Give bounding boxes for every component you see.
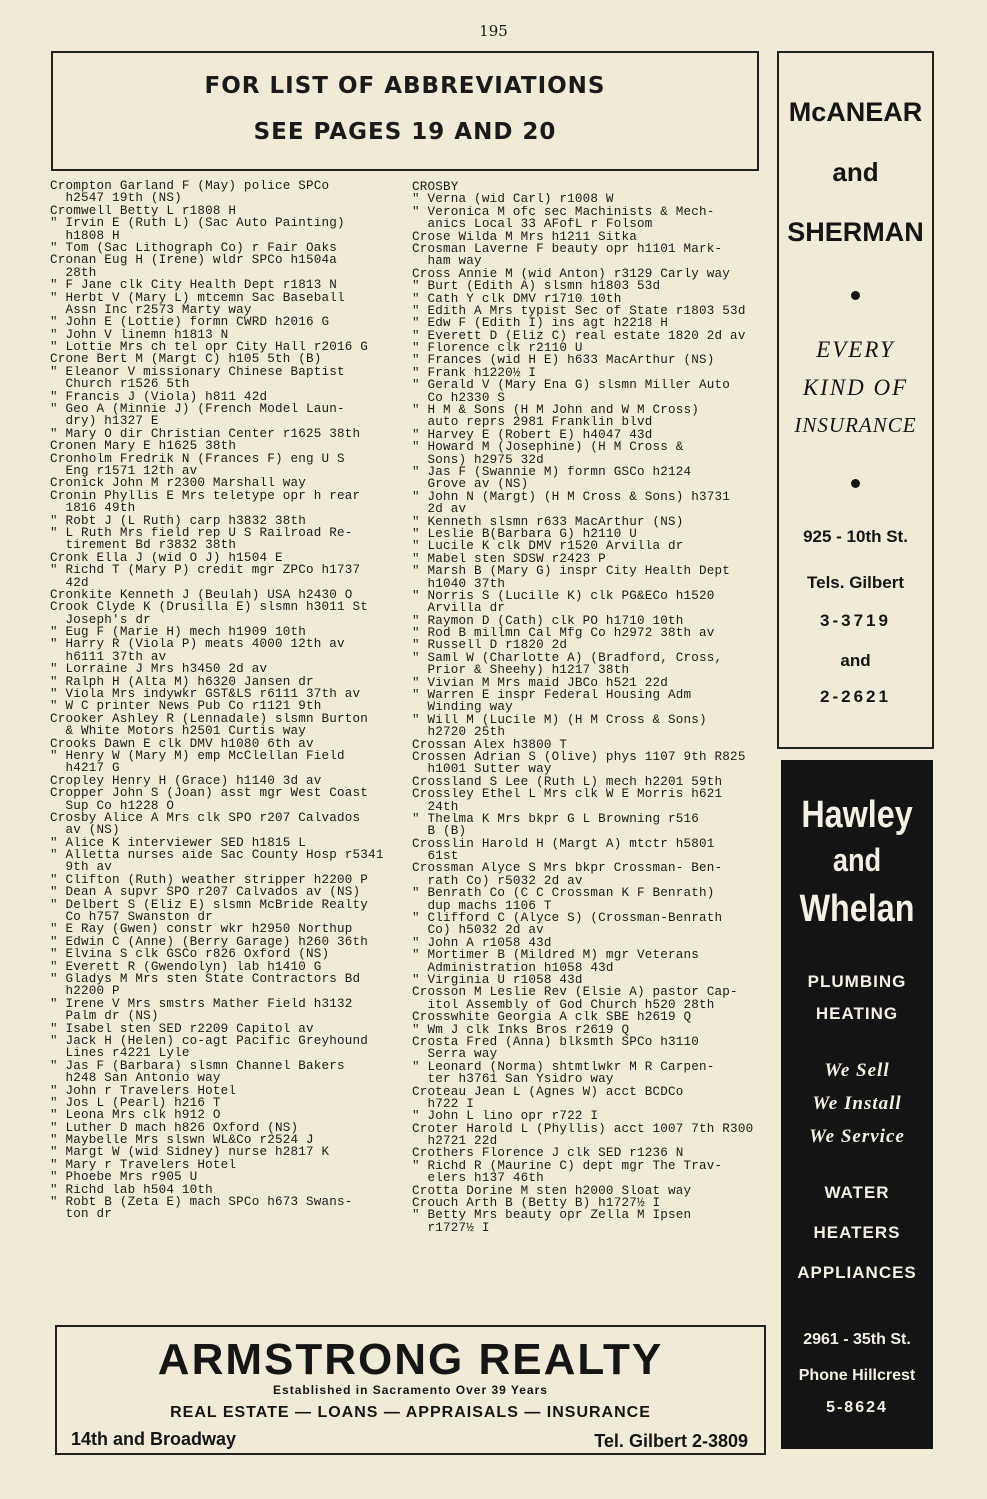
directory-entry-line: " Richd lab h504 10th xyxy=(50,1183,213,1197)
directory-entry-line: Administration h1058 43d xyxy=(412,961,614,974)
directory-entry-line: h1040 37th xyxy=(412,577,506,590)
directory-entry-line: " Virginia U r1058 43d xyxy=(412,974,583,987)
directory-entry-line: " Jas F (Barbara) slsmn Channel Bakers xyxy=(50,1059,345,1073)
directory-entry-line: Cropley Henry H (Grace) h1140 3d av xyxy=(50,774,322,788)
directory-entry-line: ter h3761 San Ysidro way xyxy=(412,1073,614,1086)
ad-address: 2961 - 35th St. xyxy=(803,1331,911,1348)
directory-entry-line: Cronan Eug H (Irene) wldr SPCo h1504a xyxy=(50,254,338,267)
ad-phone: 5-8624 xyxy=(826,1399,888,1416)
directory-entry-line: Croteau Jean L (Agnes W) acct BCDCo xyxy=(412,1085,684,1098)
directory-entry-line: " Everett D (Eliz C) real estate 1820 2d av xyxy=(412,329,746,343)
directory-entry-line: " Margt W (wid Sidney) nurse h2817 K xyxy=(50,1146,330,1159)
directory-entry-line: Crosswhite Georgia A clk SBE h2619 Q xyxy=(412,1011,692,1024)
directory-entry-line: Crosby Alice A Mrs clk SPO r207 Calvados xyxy=(50,811,361,825)
directory-entry-line: " John V linemn h1813 N xyxy=(50,328,229,342)
directory-entry-line: Cronholm Fredrik N (Frances F) eng U S xyxy=(50,452,345,465)
directory-entry-line: Cropper John S (Joan) asst mgr West Coast xyxy=(50,787,369,800)
directory-entry-line: " John E (Lottie) formn CWRD h2016 G xyxy=(50,316,330,329)
directory-entry-line: " Herbt V (Mary L) mtcemn Sac Baseball xyxy=(50,291,345,304)
directory-entry-line: " Warren E inspr Federal Housing Adm xyxy=(412,689,692,702)
directory-entry-line: auto reprs 2981 Franklin blvd xyxy=(412,416,653,429)
directory-entry-line: Arvilla dr xyxy=(412,602,506,615)
directory-entry-line: h2720 25th xyxy=(412,726,506,739)
directory-entry-line: " Harry R (Viola P) meats 4000 12th av xyxy=(50,638,345,651)
directory-entry-line: av (NS) xyxy=(50,824,120,837)
directory-entry-line: " Gladys M Mrs sten State Contractors Bd xyxy=(50,973,361,986)
directory-entry-line: " Betty Mrs beauty opr Zella M Ipsen xyxy=(412,1209,692,1222)
ad-and: and xyxy=(832,157,879,187)
directory-entry-line: 61st xyxy=(412,850,459,863)
directory-entry-line: " Raymon D (Cath) clk PO h1710 10th xyxy=(412,614,684,628)
directory-entry-line: " Maybelle Mrs slswn WL&Co r2524 J xyxy=(50,1134,314,1147)
directory-entry-line: " H M & Sons (H M John and W M Cross) xyxy=(412,404,700,417)
directory-entry-line: " Dean A supvr SPO r207 Calvados av (NS) xyxy=(50,886,361,899)
ad-slogan-every: EVERY xyxy=(816,337,895,362)
directory-entry-line: tirement Bd r3832 38th xyxy=(50,539,237,552)
ad-name-hawley: Hawley xyxy=(801,794,913,836)
directory-entry-line: " Robt J (L Ruth) carp h3832 38th xyxy=(50,514,306,527)
directory-entry-line: rath Co) r5032 2d av xyxy=(412,874,583,888)
ad-slogan-install: We Install xyxy=(812,1093,902,1114)
directory-entry-line: Crosta Fred (Anna) blksmth SPCo h3110 xyxy=(412,1035,700,1049)
directory-entry-line: " E Ray (Gwen) constr wkr h2950 Northup xyxy=(50,923,353,936)
directory-entry-line: Crossen Adrian S (Olive) phys 1107 9th R825 xyxy=(412,750,746,764)
directory-entry-line: " Viola Mrs indywkr GST&LS r6111 37th av xyxy=(50,688,361,701)
ad-name-whelan: Whelan xyxy=(799,888,915,930)
directory-entry-line: " Thelma K Mrs bkpr G L Browning r516 xyxy=(412,812,700,826)
directory-entry-line: Crossman Alyce S Mrs bkpr Crossman- Ben- xyxy=(412,862,723,875)
directory-entry-line: Crosson M Leslie Rev (Elsie A) pastor Cap- xyxy=(412,986,738,999)
directory-entry-line: dup machs 1106 T xyxy=(412,899,552,913)
ad-company-name: ARMSTRONG REALTY xyxy=(157,1335,664,1384)
directory-entry-line: Church r1526 5th xyxy=(50,378,190,391)
directory-entry-line: h4217 G xyxy=(50,762,120,775)
directory-entry-line: " Alletta nurses aide Sac County Hosp r5341 xyxy=(50,849,384,862)
directory-entry-line: B (B) xyxy=(412,825,467,838)
directory-entry-line: " Florence clk r2110 U xyxy=(412,342,583,355)
abbreviations-pages: SEE PAGES 19 AND 20 xyxy=(253,119,557,145)
directory-entry-line: " Harvey E (Robert E) h4047 43d xyxy=(412,428,653,442)
directory-entry-line: Crossley Ethel L Mrs clk W E Morris h621 xyxy=(412,788,723,801)
ad-tels-label: Tels. Gilbert xyxy=(807,573,904,592)
directory-entry-line: anics Local 33 AFofL r Folsom xyxy=(412,218,653,231)
directory-entry-line: " Edw F (Edith I) ins agt h2218 H xyxy=(412,317,668,330)
directory-entry-line: " Frances (wid H E) h633 MacArthur (NS) xyxy=(412,354,715,367)
directory-entry-line: Crosslin Harold H (Margt A) mtctr h5801 xyxy=(412,837,715,851)
directory-entry-line: Grove av (NS) xyxy=(412,478,529,491)
ad-slogan-sell: We Sell xyxy=(824,1060,890,1081)
directory-entry-line: " Tom (Sac Lithograph Co) r Fair Oaks xyxy=(50,241,338,255)
directory-entry-line: " Lottie Mrs ch tel opr City Hall r2016 G xyxy=(50,341,369,354)
directory-entry-line: " Jack H (Helen) co-agt Pacific Greyhound xyxy=(50,1034,369,1048)
ad-telephone: Tel. Gilbert 2-3809 xyxy=(594,1431,748,1451)
directory-entry-line: " Jas F (Swannie M) formn GSCo h2124 xyxy=(412,465,692,479)
bullet-icon xyxy=(779,479,932,488)
directory-entry-line: " Delbert S (Eliz E) slsmn McBride Realty xyxy=(50,898,369,912)
ad-phone-2: 2-2621 xyxy=(820,687,891,706)
bullet-icon xyxy=(779,291,932,300)
page-number: 195 xyxy=(479,22,508,40)
directory-entry-line: Crouch Arth B (Betty B) h1727½ I xyxy=(412,1197,661,1210)
directory-entry-line: " Robt B (Zeta E) mach SPCo h673 Swans- xyxy=(50,1196,353,1209)
directory-entry-line: " Irene V Mrs smstrs Mather Field h3132 xyxy=(50,997,353,1011)
directory-entry-line: itol Assembly of God Church h520 28th xyxy=(412,998,715,1012)
directory-entry-line: Crompton Garland F (May) police SPCo xyxy=(50,180,330,193)
directory-entry-line: Palm dr (NS) xyxy=(50,1010,159,1023)
directory-entry-line: 9th av xyxy=(50,861,113,874)
directory-entry-line: Prior & Sheehy) h1217 38th xyxy=(412,664,630,677)
directory-entry-line: " Edith A Mrs typist Sec of State r1803 53d xyxy=(412,304,746,318)
armstrong-realty-ad xyxy=(55,1325,766,1455)
directory-entry-line: " Leona Mrs clk h912 O xyxy=(50,1109,221,1122)
directory-entry-line: " John r Travelers Hotel xyxy=(50,1084,237,1097)
directory-entry-line: Cronkite Kenneth J (Beulah) USA h2430 O xyxy=(50,588,353,602)
directory-entry-line: " Edwin C (Anne) (Berry Garage) h260 36th xyxy=(50,935,369,949)
directory-entry-line: h722 I xyxy=(412,1097,475,1111)
directory-entry-line: Crone Bert M (Margt C) h105 5th (B) xyxy=(50,353,322,366)
directory-entry-line: " John L lino opr r722 I xyxy=(412,1110,599,1123)
directory-entry-line: " Mary r Travelers Hotel xyxy=(50,1158,237,1172)
directory-entry-line: " Frank h1220½ I xyxy=(412,366,537,380)
ad-address: 14th and Broadway xyxy=(71,1429,237,1449)
directory-entry-line: Assn Inc r2573 Marty way xyxy=(50,303,252,317)
directory-entry-line: " Everett R (Gwendolyn) lab h1410 G xyxy=(50,960,322,973)
directory-entry-line: " Will M (Lucile M) (H M Cross & Sons) xyxy=(412,713,707,727)
directory-entry-line: Lines r4221 Lyle xyxy=(50,1047,190,1060)
ad-slogan-service: We Service xyxy=(809,1126,905,1147)
directory-entry-line: " Burt (Edith A) slsmn h1803 53d xyxy=(412,280,661,293)
directory-entry-line: Cross Annie M (wid Anton) r3129 Carly way xyxy=(412,267,731,281)
directory-entry-line: " Richd T (Mary P) credit mgr ZPCo h1737 xyxy=(50,564,361,577)
ad-product-water: WATER xyxy=(824,1183,890,1202)
directory-entry-line: " Clifford C (Alyce S) (Crossman-Benrath xyxy=(412,912,723,925)
directory-entry-line: 28th xyxy=(50,266,97,280)
directory-entry-line: " Lorraine J Mrs h3450 2d av xyxy=(50,663,268,676)
directory-entry-line: " Francis J (Viola) h811 42d xyxy=(50,390,268,404)
ad-and: and xyxy=(832,842,882,878)
directory-entry-line: " Russell D r1820 2d xyxy=(412,639,568,652)
directory-entry-line: h248 San Antonio way xyxy=(50,1072,221,1085)
ad-name-sherman: SHERMAN xyxy=(787,217,924,247)
directory-entry-line: " Lucile K clk DMV r1520 Arvilla dr xyxy=(412,540,684,553)
directory-entry-line: 42d xyxy=(50,576,89,589)
abbreviations-box xyxy=(51,51,759,171)
hawley-whelan-ad xyxy=(781,760,933,1449)
directory-entry-line: " John N (Margt) (H M Cross & Sons) h3731 xyxy=(412,490,731,504)
directory-entry-line: Crooks Dawn E clk DMV h1080 6th av xyxy=(50,737,314,750)
directory-entry-line: Sons) h2975 32d xyxy=(412,453,544,466)
directory-entry-line: 24th xyxy=(412,800,459,813)
directory-entry-line: & White Motors h2501 Curtis way xyxy=(50,725,306,738)
directory-entry-line: Winding way xyxy=(412,701,513,714)
directory-entry-line: h2721 22d xyxy=(412,1135,498,1148)
directory-entry-line: Co h2330 S xyxy=(412,391,506,405)
directory-entry-line: Cronin Phyllis E Mrs teletype opr h rear xyxy=(50,489,361,503)
directory-entry-line: Croter Harold L (Phyllis) acct 1007 7th R300 xyxy=(412,1122,754,1136)
directory-entry-line: " Howard M (Josephine) (H M Cross & xyxy=(412,441,684,454)
directory-entry-line: Co) h5032 2d av xyxy=(412,924,544,937)
directory-entry-line: 2d av xyxy=(412,503,467,516)
directory-entry-line: " Jos L (Pearl) h216 T xyxy=(50,1096,221,1110)
ad-product-appliances: APPLIANCES xyxy=(797,1263,917,1282)
directory-entry-line: " Eug F (Marie H) mech h1909 10th xyxy=(50,626,306,639)
directory-entry-line: Crook Clyde K (Drusilla E) slsmn h3011 St xyxy=(50,601,369,614)
directory-entry-line: " Mary O dir Christian Center r1625 38th xyxy=(50,427,361,441)
ad-and-2: and xyxy=(840,651,871,670)
directory-entry-line: " John A r1058 43d xyxy=(412,936,552,950)
ad-service-heating: HEATING xyxy=(815,1004,899,1023)
directory-entry-line: Joseph's dr xyxy=(50,613,151,627)
mcanear-sherman-ad xyxy=(777,51,934,749)
directory-entry-line: Crosman Laverne F beauty opr h1101 Mark- xyxy=(412,242,723,256)
directory-entry-line: " Alice K interviewer SED h1815 L xyxy=(50,836,306,850)
directory-entry-line: ton dr xyxy=(50,1208,113,1221)
directory-entry-line: Crose Wilda M Mrs h1211 Sitka xyxy=(412,230,637,243)
directory-entry-line: Cromwell Betty L r1808 H xyxy=(50,204,237,218)
ad-slogan-kind-of: KIND OF xyxy=(802,375,909,400)
directory-entry-line: h6111 37th av xyxy=(50,650,167,664)
directory-entry-line: " Geo A (Minnie J) (French Model Laun- xyxy=(50,403,345,416)
directory-entry-line: " Eleanor V missionary Chinese Baptist xyxy=(50,365,345,379)
directory-entry-line: h2200 P xyxy=(50,985,120,998)
directory-entry-line: " Wm J clk Inks Bros r2619 Q xyxy=(412,1023,630,1036)
abbreviations-heading: FOR LIST OF ABBREVIATIONS xyxy=(204,73,606,99)
ad-slogan-insurance: INSURANCE xyxy=(794,413,917,437)
directory-entry-line: " Ralph H (Alta M) h6320 Jansen dr xyxy=(50,675,314,689)
directory-entry-line: Cronk Ella J (wid O J) h1504 E xyxy=(50,551,283,565)
directory-entry-line: " Isabel sten SED r2209 Capitol av xyxy=(50,1022,314,1035)
directory-entry-line: " Leslie B(Barbara G) h2110 U xyxy=(412,527,637,541)
directory-entry-line: " Gerald V (Mary Ena G) slsmn Miller Auto xyxy=(412,379,731,392)
directory-entry-line: Cronen Mary E h1625 38th xyxy=(50,440,237,453)
directory-entry-line: Serra way xyxy=(412,1048,498,1061)
directory-entry-line: " Benrath Co (C C Crossman K F Benrath) xyxy=(412,887,715,900)
directory-entry-line: Eng r1571 12th av xyxy=(50,464,198,478)
ad-phone-1: 3-3719 xyxy=(820,611,891,630)
directory-entry-line: Crossan Alex h3800 T xyxy=(412,738,568,751)
directory-entry-line: elers h137 46th xyxy=(412,1172,544,1185)
directory-entry-line: Sup Co h1228 O xyxy=(50,799,175,812)
directory-entry-line: " Vivian M Mrs maid JBCo h521 22d xyxy=(412,676,668,690)
directory-entry-line: Crossland S Lee (Ruth L) mech h2201 59th xyxy=(412,775,723,789)
directory-column-left xyxy=(50,180,402,1221)
directory-entry-line: " Mabel sten SDSW r2423 P xyxy=(412,552,606,566)
directory-entry-line: Crotta Dorine M sten h2000 Sloat way xyxy=(412,1184,692,1198)
ad-established: Established in Sacramento Over 39 Years xyxy=(273,1383,548,1397)
directory-entry-line: " W C printer News Pub Co r1121 9th xyxy=(50,700,322,713)
ad-product-heaters: HEATERS xyxy=(813,1223,901,1242)
directory-entry-line: " Phoebe Mrs r905 U xyxy=(50,1171,198,1184)
directory-entry-line: " Elvina S clk GSCo r826 Oxford (NS) xyxy=(50,948,330,961)
directory-entry-line: " Rod B millmn Cal Mfg Co h2972 38th av xyxy=(412,627,715,640)
directory-entry-line: " Cath Y clk DMV r1710 10th xyxy=(412,292,622,305)
ad-services: REAL ESTATE — LOANS — APPRAISALS — INSURANCE xyxy=(170,1404,651,1421)
directory-entry-line: r1727½ I xyxy=(412,1221,490,1235)
directory-entry-line: " Luther D mach h826 Oxford (NS) xyxy=(50,1121,299,1135)
directory-entry-line: CROSBY xyxy=(412,181,459,194)
ad-service-plumbing: PLUMBING xyxy=(807,972,907,991)
directory-entry-line: 1816 49th xyxy=(50,502,136,515)
directory-entry-line: h1808 H xyxy=(50,229,120,242)
directory-entry-line: " Verna (wid Carl) r1008 W xyxy=(412,193,614,206)
directory-entry-line: " Marsh B (Mary G) inspr City Health Dept xyxy=(412,565,731,578)
directory-entry-line: " Leonard (Norma) shtmtlwkr M R Carpen- xyxy=(412,1060,715,1074)
ad-name-mcanear: McANEAR xyxy=(788,97,923,127)
ad-address: 925 - 10th St. xyxy=(803,527,908,546)
directory-entry-line: Crothers Florence J clk SED r1236 N xyxy=(412,1147,684,1160)
directory-entry-line: Crooker Ashley R (Lennadale) slsmn Burton xyxy=(50,712,369,726)
directory-entry-line: " Veronica M ofc sec Machinists & Mech- xyxy=(412,205,715,219)
directory-entry-line: Co h757 Swanston dr xyxy=(50,911,213,924)
directory-entry-line: " L Ruth Mrs field rep U S Railroad Re- xyxy=(50,526,353,540)
directory-entry-line: Cronick John M r2300 Marshall way xyxy=(50,477,306,490)
ad-phone-label: Phone Hillcrest xyxy=(798,1367,916,1384)
directory-entry-line: ham way xyxy=(412,255,482,268)
directory-entry-line: " F Jane clk City Health Dept r1813 N xyxy=(50,279,338,292)
directory-entry-line: " Henry W (Mary M) emp McClellan Field xyxy=(50,749,345,763)
directory-entry-line: " Mortimer B (Mildred M) mgr Veterans xyxy=(412,949,700,962)
directory-entry-line: " Saml W (Charlotte A) (Bradford, Cross, xyxy=(412,651,723,665)
directory-column-right xyxy=(412,181,768,1234)
directory-entry-line: h2547 19th (NS) xyxy=(50,192,182,205)
directory-entry-line: " Norris S (Lucille K) clk PG&ECo h1520 xyxy=(412,589,715,603)
directory-entry-line: " Irvin E (Ruth L) (Sac Auto Painting) xyxy=(50,217,345,230)
directory-entry-line: " Clifton (Ruth) weather stripper h2200 P xyxy=(50,873,369,887)
directory-entry-line: h1001 Sutter way xyxy=(412,763,552,776)
directory-entry-line: dry) h1327 E xyxy=(50,415,159,428)
directory-entry-line: " Kenneth slsmn r633 MacArthur (NS) xyxy=(412,515,684,528)
directory-entry-line: " Richd R (Maurine C) dept mgr The Trav- xyxy=(412,1159,723,1173)
